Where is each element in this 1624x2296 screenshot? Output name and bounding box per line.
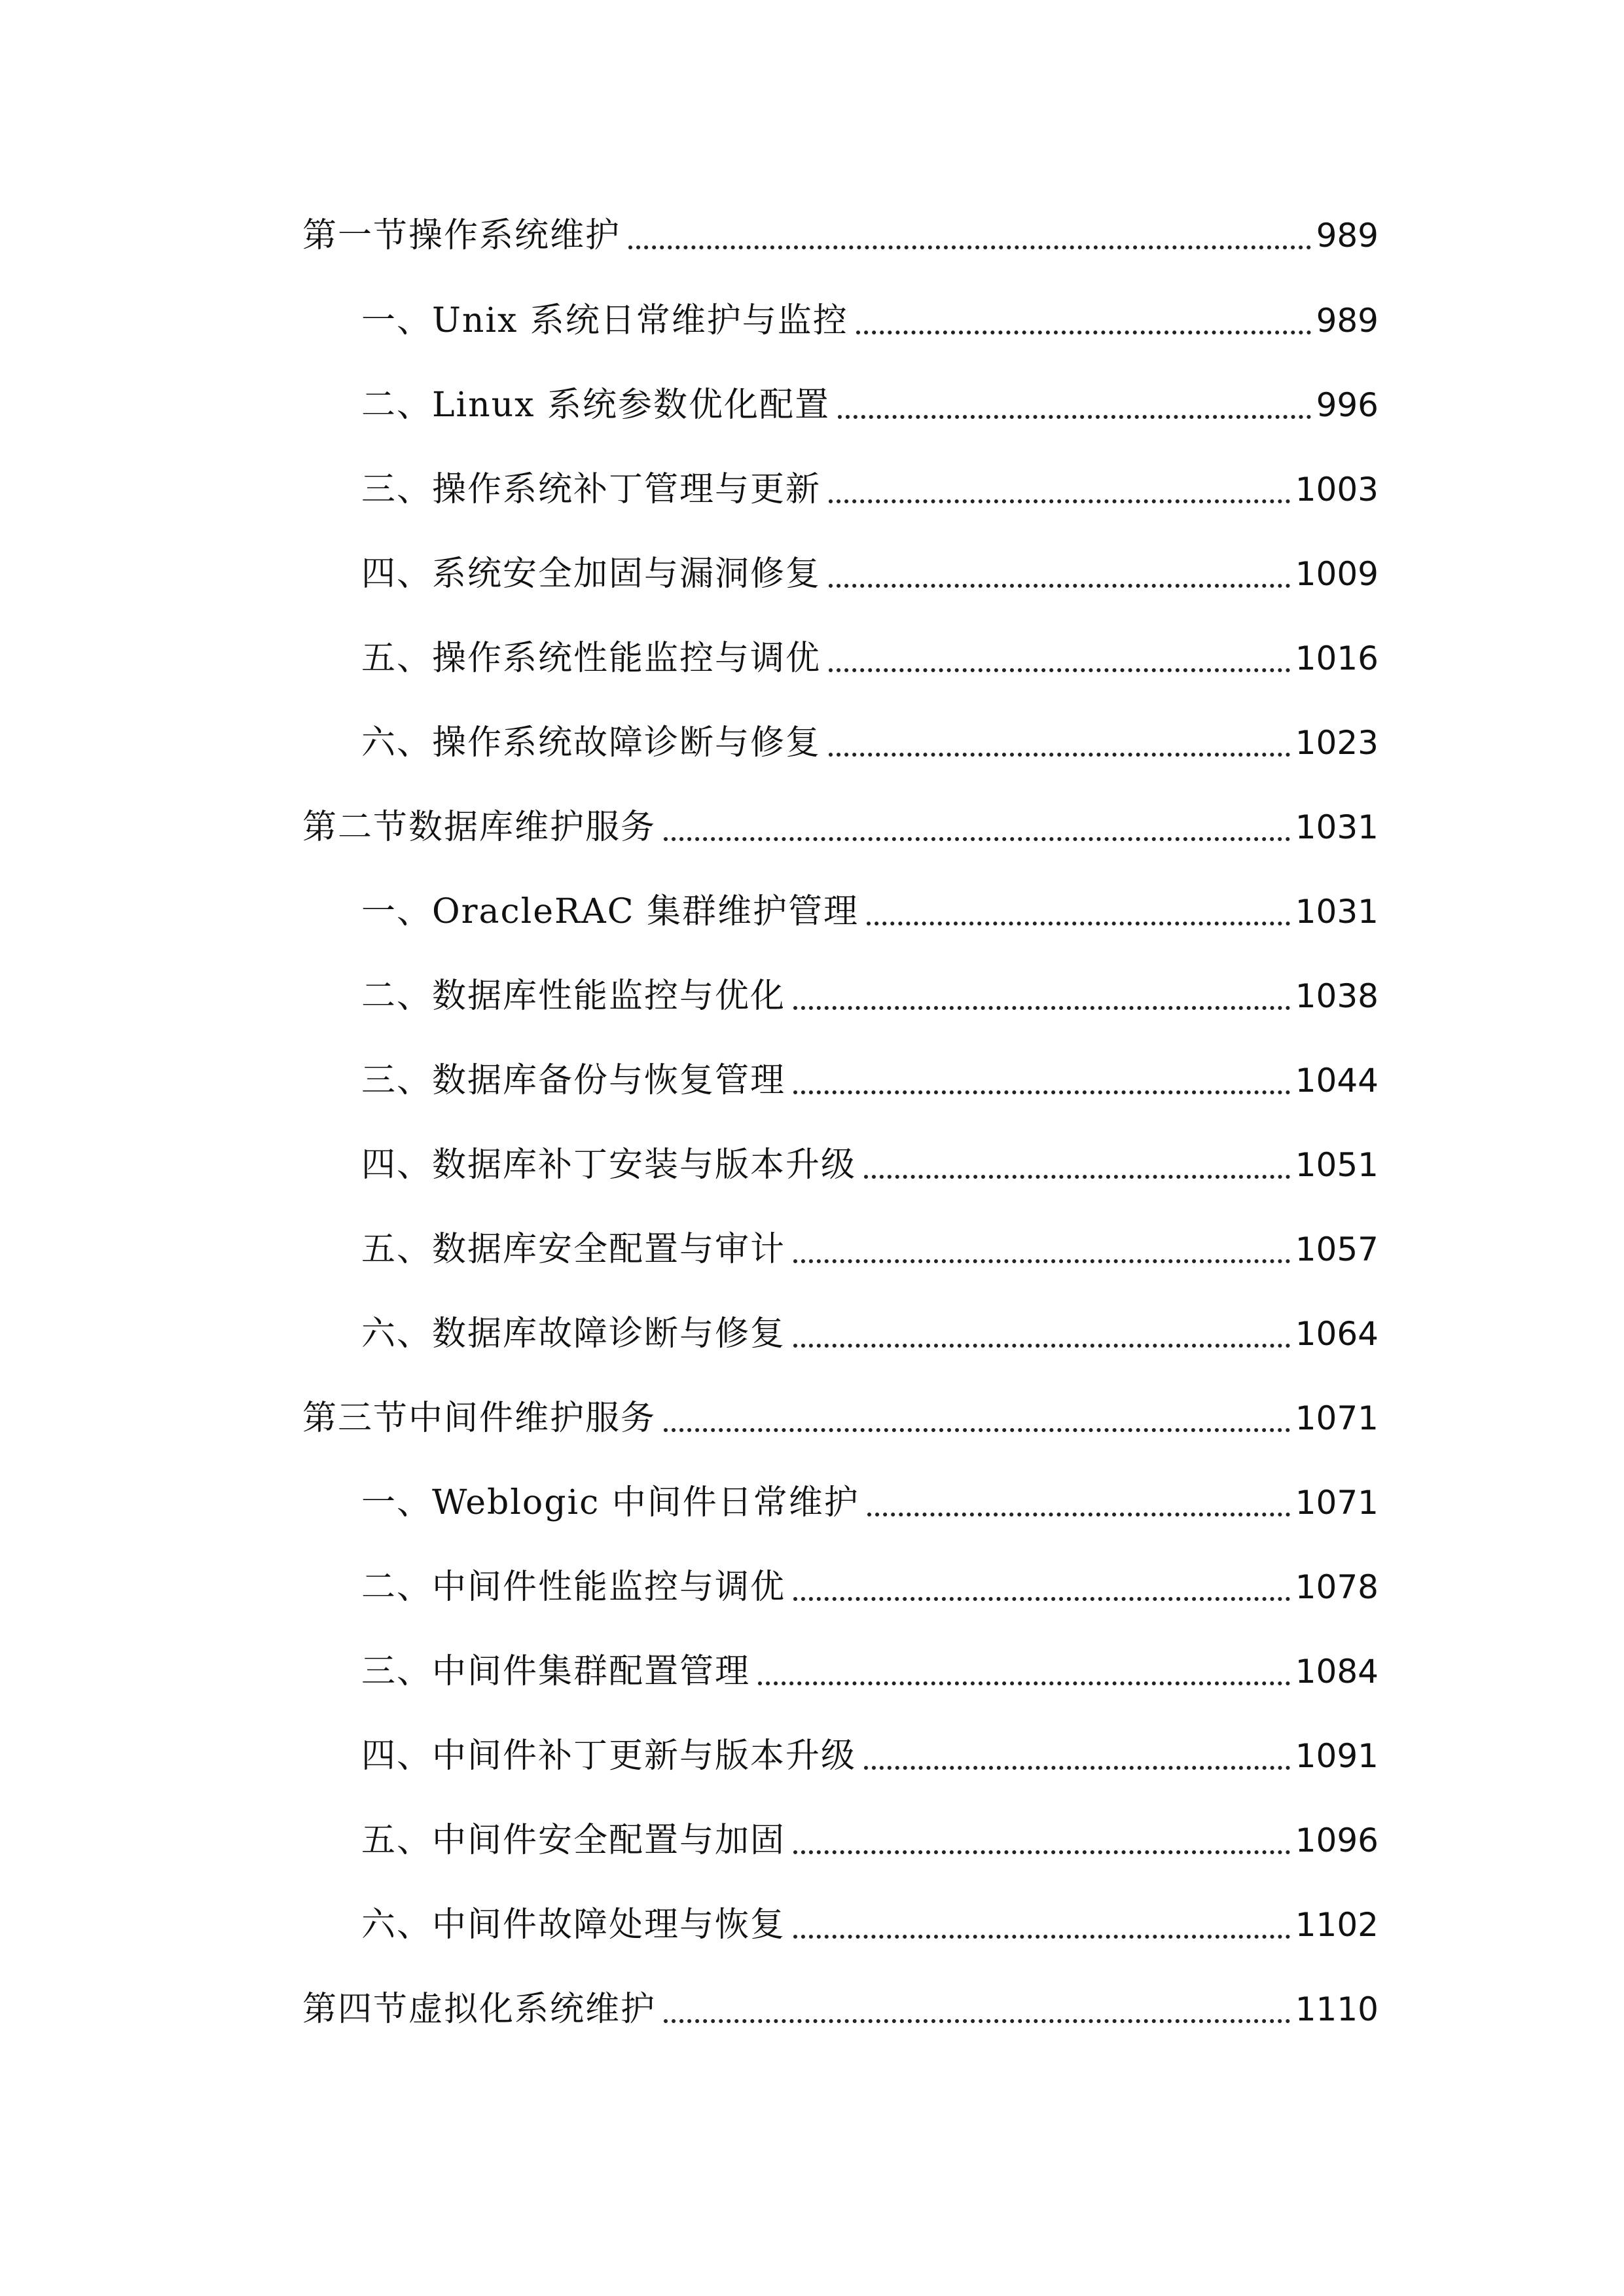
toc-entry-page: 989 (1316, 217, 1379, 255)
toc-entry-title: 第一节操作系统维护 (302, 216, 621, 255)
toc-entry-page: 989 (1316, 302, 1379, 340)
toc-entry-title: 六、数据库故障诊断与修复 (361, 1314, 786, 1354)
dot-leader (838, 415, 1311, 419)
toc-entry-1-3[interactable] (361, 467, 1379, 512)
toc-entry-title: 四、系统安全加固与漏洞修复 (361, 554, 821, 594)
toc-entry-title: 三、操作系统补丁管理与更新 (361, 470, 821, 509)
toc-entry-title: 四、数据库补丁安装与版本升级 (361, 1145, 857, 1185)
dot-leader (864, 1766, 1290, 1770)
toc-entry-page: 1078 (1295, 1568, 1379, 1606)
toc-entry-title: 六、操作系统故障诊断与修复 (361, 723, 821, 762)
toc-entry-title: 一、OracleRAC 集群维护管理 (361, 892, 859, 931)
toc-entry-3-6[interactable] (361, 1902, 1379, 1948)
toc-entry-page: 1023 (1295, 724, 1379, 762)
toc-entry-3-3[interactable] (361, 1649, 1379, 1695)
dot-leader (829, 584, 1290, 588)
toc-entry-section-3[interactable] (302, 1395, 1379, 1441)
toc-entry-page: 996 (1316, 386, 1379, 424)
toc-entry-section-4[interactable] (302, 1986, 1379, 2032)
dot-leader (664, 2019, 1290, 2023)
toc-entry-2-2[interactable] (361, 973, 1379, 1019)
toc-entry-1-4[interactable] (361, 551, 1379, 597)
toc-entry-2-1[interactable] (361, 889, 1379, 935)
dot-leader (758, 1681, 1290, 1685)
toc-entry-title: 一、Weblogic 中间件日常维护 (361, 1483, 859, 1522)
dot-leader (829, 499, 1290, 503)
toc-entry-title: 六、中间件故障处理与恢复 (361, 1905, 786, 1945)
toc-entry-page: 1016 (1295, 639, 1379, 677)
dot-leader (628, 245, 1311, 249)
toc-entry-1-2[interactable] (361, 382, 1379, 428)
toc-entry-title: 五、操作系统性能监控与调优 (361, 639, 821, 678)
toc-entry-1-6[interactable] (361, 720, 1379, 766)
dot-leader (864, 1175, 1290, 1179)
toc-entry-page: 1031 (1295, 808, 1379, 846)
dot-leader (867, 1513, 1290, 1516)
toc-entry-page: 1009 (1295, 555, 1379, 593)
toc-entry-2-4[interactable] (361, 1142, 1379, 1188)
toc-entry-3-1[interactable] (361, 1480, 1379, 1526)
toc-entry-2-3[interactable] (361, 1058, 1379, 1103)
toc-entry-title: 第二节数据库维护服务 (302, 808, 657, 847)
toc-entry-page: 1003 (1295, 471, 1379, 509)
toc-entry-page: 1071 (1295, 1484, 1379, 1522)
toc-entry-page: 1064 (1295, 1315, 1379, 1353)
toc-entry-page: 1071 (1295, 1399, 1379, 1437)
dot-leader (856, 331, 1311, 334)
toc-entry-title: 三、中间件集群配置管理 (361, 1652, 751, 1691)
dot-leader (793, 1344, 1290, 1348)
toc-entry-2-6[interactable] (361, 1311, 1379, 1357)
dot-leader (793, 1935, 1290, 1939)
toc-entry-title: 二、中间件性能监控与调优 (361, 1568, 786, 1607)
toc-entry-3-5[interactable] (361, 1818, 1379, 1863)
dot-leader (829, 753, 1290, 757)
toc-entry-title: 第四节虚拟化系统维护 (302, 1990, 657, 2029)
toc-entry-3-2[interactable] (361, 1564, 1379, 1610)
toc-entry-title: 一、Unix 系统日常维护与监控 (361, 301, 848, 340)
toc-entry-section-1[interactable] (302, 213, 1379, 259)
toc-entry-page: 1038 (1295, 977, 1379, 1015)
toc-entry-section-2[interactable] (302, 804, 1379, 850)
dot-leader (867, 922, 1290, 925)
dot-leader (793, 1597, 1290, 1601)
dot-leader (664, 837, 1290, 841)
toc-entry-page: 1051 (1295, 1146, 1379, 1184)
toc-entry-title: 三、数据库备份与恢复管理 (361, 1061, 786, 1100)
toc-entry-3-4[interactable] (361, 1733, 1379, 1779)
dot-leader (664, 1428, 1290, 1432)
toc-entry-title: 二、数据库性能监控与优化 (361, 977, 786, 1016)
dot-leader (793, 1090, 1290, 1094)
toc-entry-1-5[interactable] (361, 636, 1379, 681)
dot-leader (793, 1259, 1290, 1263)
toc-entry-page: 1084 (1295, 1653, 1379, 1691)
toc-entry-page: 1044 (1295, 1062, 1379, 1100)
toc-entry-page: 1031 (1295, 893, 1379, 931)
toc-entry-title: 五、数据库安全配置与审计 (361, 1230, 786, 1269)
toc-entry-title: 第三节中间件维护服务 (302, 1399, 657, 1438)
toc-entry-title: 二、Linux 系统参数优化配置 (361, 386, 830, 425)
dot-leader (793, 1850, 1290, 1854)
toc-entry-page: 1096 (1295, 1821, 1379, 1859)
toc-entry-page: 1091 (1295, 1737, 1379, 1775)
toc-entry-1-1[interactable] (361, 298, 1379, 344)
toc-entry-page: 1057 (1295, 1230, 1379, 1268)
toc-entry-title: 五、中间件安全配置与加固 (361, 1821, 786, 1860)
toc-entry-page: 1102 (1295, 1906, 1379, 1944)
dot-leader (829, 668, 1290, 672)
toc-entry-title: 四、中间件补丁更新与版本升级 (361, 1736, 857, 1776)
dot-leader (793, 1006, 1290, 1010)
toc-entry-2-5[interactable] (361, 1227, 1379, 1272)
toc-entry-page: 1110 (1295, 1990, 1379, 2028)
